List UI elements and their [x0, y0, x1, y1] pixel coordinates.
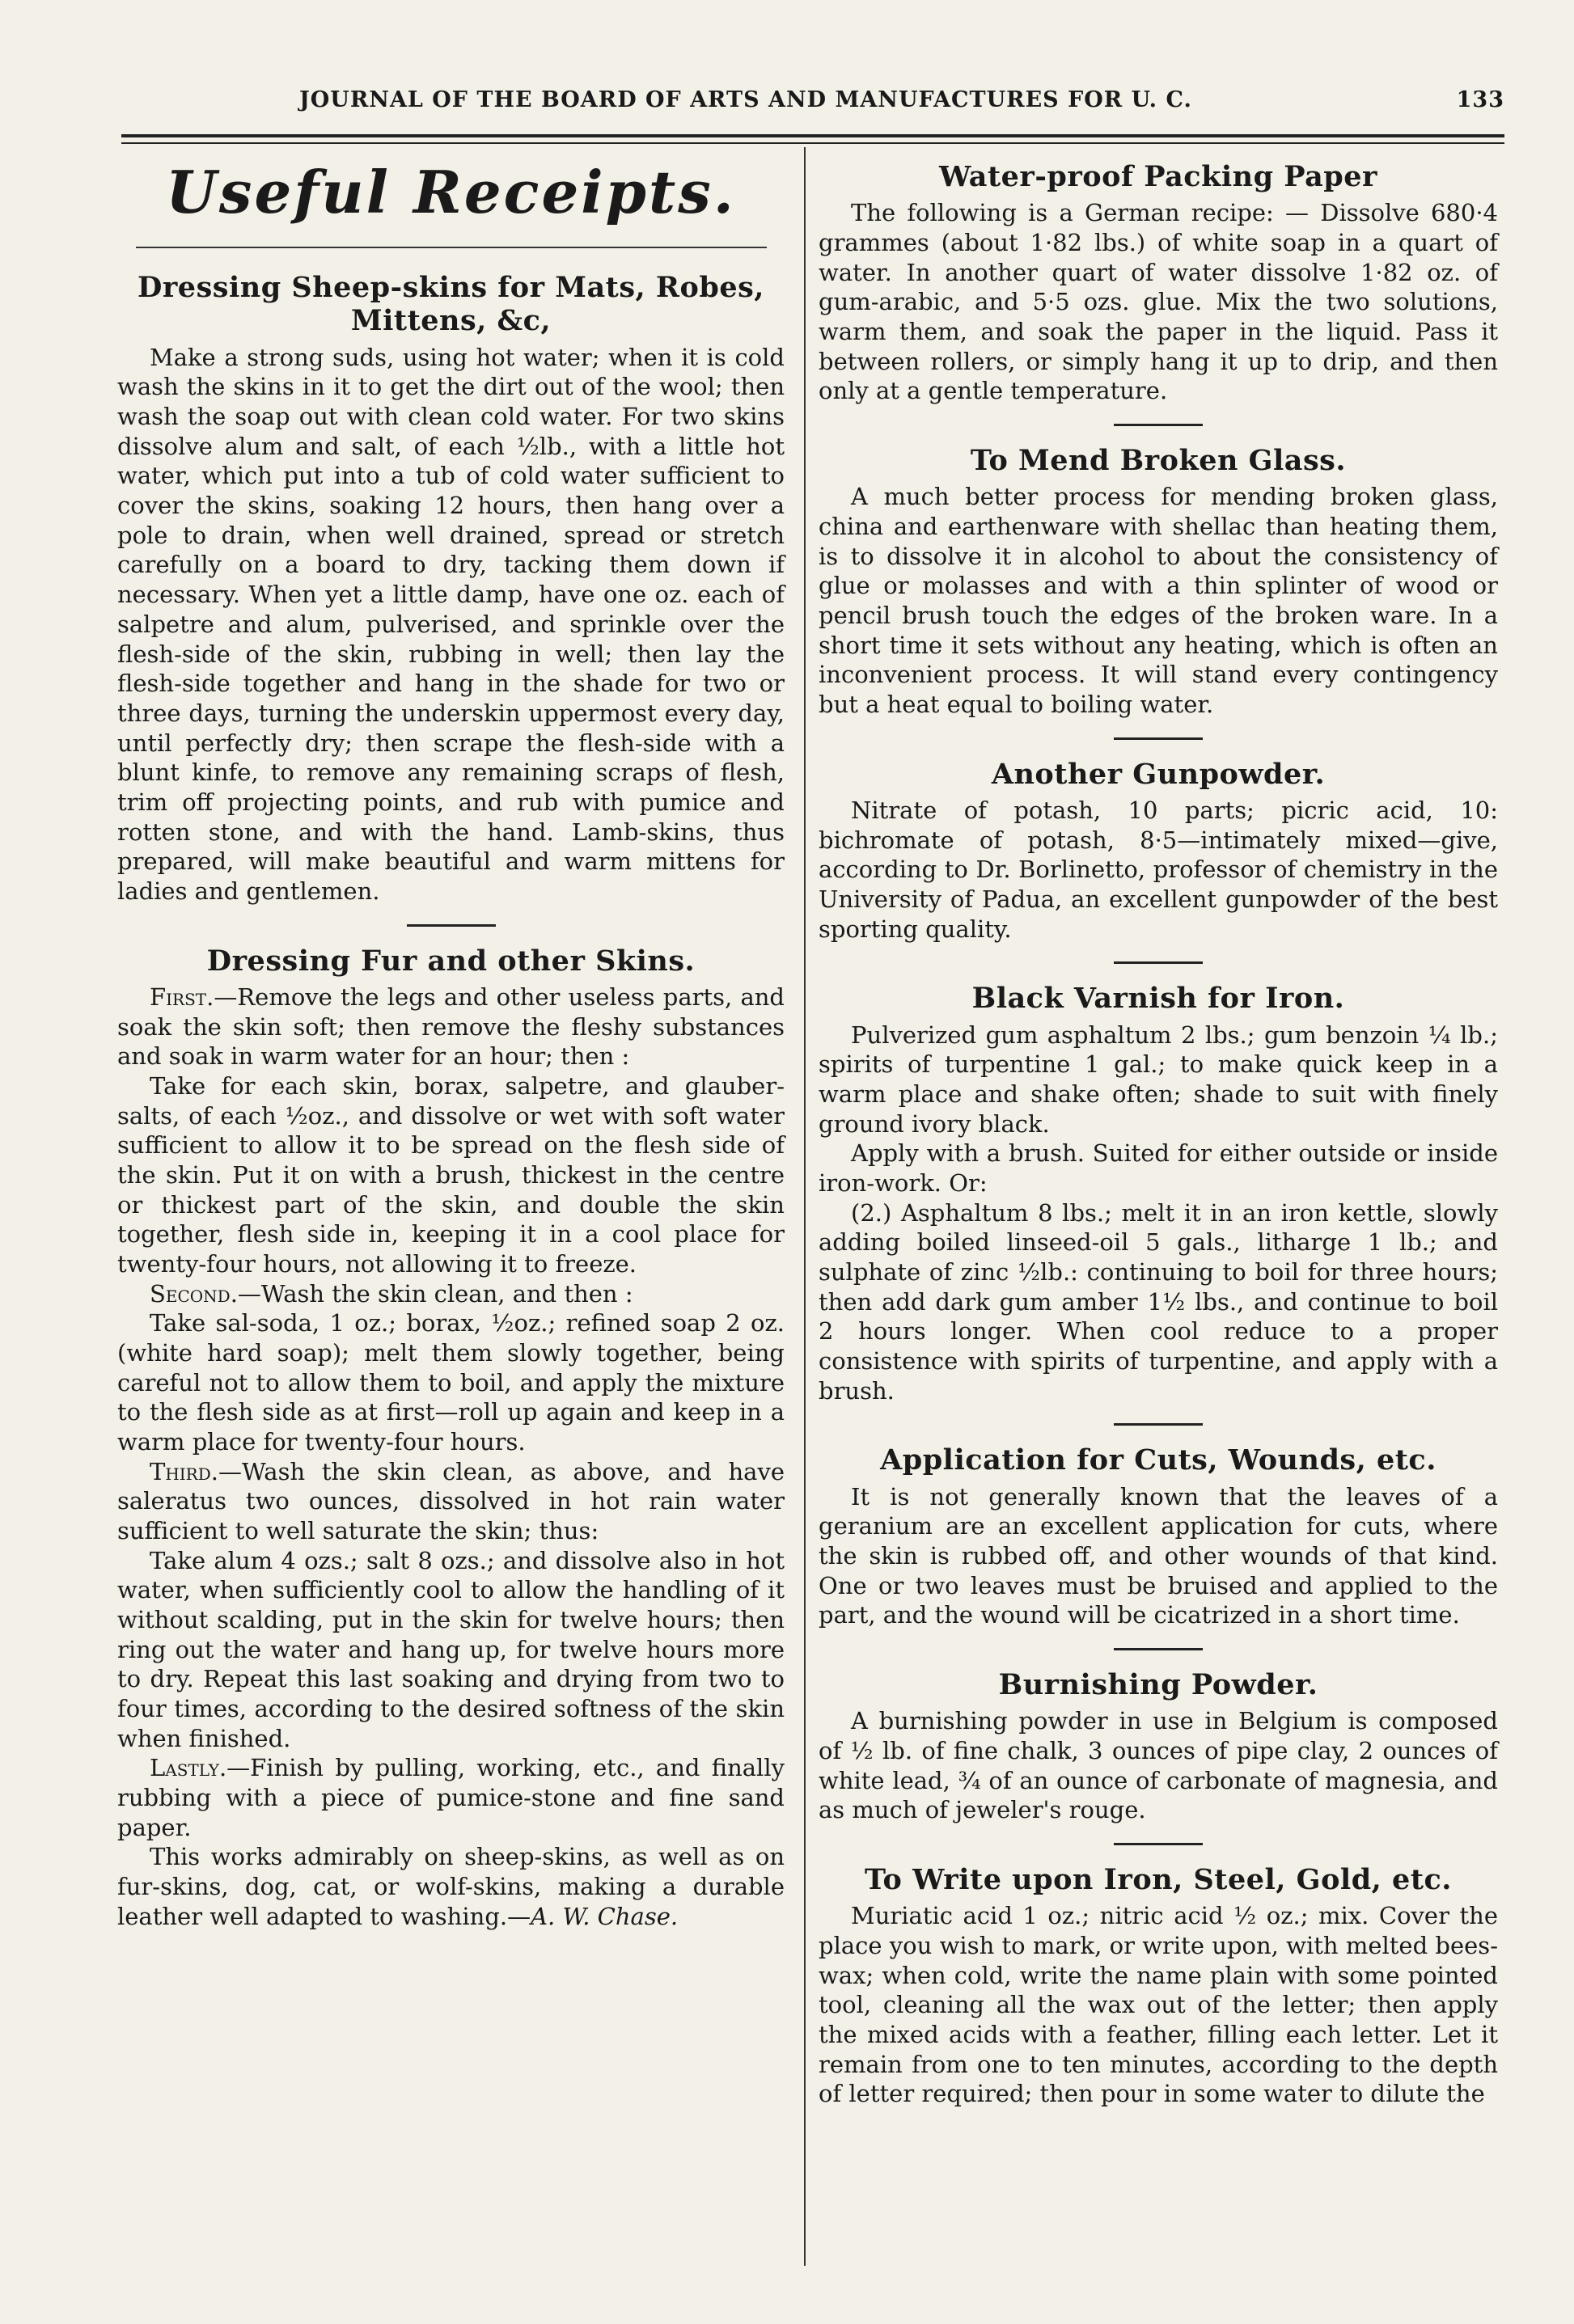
article-body-cuts-wounds: It is not generally known that the leaves of a geranium are an excellent application for cuts, where the skin is rubbed off, and other wounds of that kind. One or two leaves must be bruised and applied to the part, and the wound will be cicatrized in a short time. — [819, 1482, 1498, 1629]
header-rule-thick — [121, 134, 1504, 137]
right-column — [819, 155, 1498, 2109]
article-title-broken-glass: To Mend Broken Glass. — [970, 444, 1347, 477]
closing-text: This works admirably on sheep-skins, as well as on fur-skins, dog, cat, or wolf-skins, making a durable leather well adapted to washing.— — [117, 1843, 785, 1930]
step-text-lastly: —Finish by pulling, working, etc., and finally rubbing with a piece of pumice-stone and fine sand paper. — [117, 1754, 785, 1841]
article-separator — [407, 924, 496, 927]
paragraph-second-b: Take sal-soda, 1 oz.; borax, ½oz.; refined soap 2 oz. (white hard soap); melt them slowly together, being careful not to allow them to boil, and apply the mixture to the flesh side as at first—roll up again and keep in a warm place for twenty-four hours. — [117, 1309, 785, 1456]
article-title-sheep-skins: Dressing Sheep-skins for Mats, Robes, Mittens, &c, — [138, 271, 764, 338]
step-lead-lastly: Lastly. — [150, 1754, 227, 1782]
article-separator — [1114, 1843, 1203, 1845]
masthead-rule — [136, 247, 767, 248]
article-separator — [1114, 737, 1203, 740]
article-title-black-varnish: Black Varnish for Iron. — [971, 982, 1345, 1016]
article-body-broken-glass: A much better process for mending broken glass, china and earthenware with shellac than heating them, is to dissolve it in alcohol to about the consistency of glue or molasses and with a thin splinter of wood or pencil brush touch the edges of the broken ware. In a short time it sets without any heating, which is often an inconvenient process. It will stand every contingency but a heat equal to boiling water. — [819, 483, 1498, 718]
step-text-second: —Wash the skin clean, and then : — [237, 1279, 633, 1308]
column-divider — [804, 147, 806, 2266]
step-lead-first: First. — [150, 982, 214, 1011]
paragraph-first — [117, 982, 785, 1071]
author-signature: A. W. Chase. — [531, 1902, 679, 1930]
article-body-black-varnish-2: Apply with a brush. Suited for either outside or inside iron-work. Or: — [819, 1139, 1498, 1197]
article-title-gunpowder: Another Gunpowder. — [991, 757, 1326, 791]
article-title-burnishing-powder: Burnishing Powder. — [998, 1668, 1318, 1702]
paragraph-closing — [117, 1842, 785, 1931]
step-text-first: —Remove the legs and other useless parts, and soak the skin soft; then remove the fleshy substances and soak in warm water for an hour; then : — [117, 982, 785, 1071]
article-title-fur-skins: Dressing Fur and other Skins. — [206, 944, 696, 978]
step-lead-second: Second. — [150, 1279, 238, 1308]
paragraph-second — [117, 1279, 785, 1309]
page-number: 133 — [1456, 87, 1504, 112]
article-body-burnishing-powder: A burnishing powder in use in Belgium is composed of ½ lb. of fine chalk, 3 ounces of pipe clay, 2 ounces of white lead, ¾ of an ounce of carbonate of magnesia, and as much of jeweler's rouge. — [819, 1707, 1498, 1824]
article-body-gunpowder: Nitrate of potash, 10 parts; picric acid, 10: bichromate of potash, 8·5—intimately mixed—give, according to Dr. Borlinetto, professor of chemistry in the University of Padua, an excellent gunpowder of the best sporting quality. — [819, 796, 1498, 943]
article-title-cuts-wounds: Application for Cuts, Wounds, etc. — [880, 1443, 1436, 1477]
article-separator — [1114, 961, 1203, 964]
article-body-black-varnish-3: (2.) Asphaltum 8 lbs.; melt it in an iron kettle, slowly adding boiled linseed-oil 5 gals., litharge 1 lb.; and sulphate of zinc ½lb.: continuing to boil for three hours; then add dark gum amber 1½ lbs., and continue to boil 2 hours longer. When cool reduce to a proper consistence with spirits of turpentine, and apply with a brush. — [819, 1198, 1498, 1405]
paragraph-third-b: Take alum 4 ozs.; salt 8 ozs.; and dissolve also in hot water, when sufficiently cool to allow the handling of it without scalding, put in the skin for twelve hours; then ring out the water and hang up, for twelve hours more to dry. Repeat this last soaking and drying from two to four times, according to the desired softness of the skin when finished. — [117, 1546, 785, 1752]
article-body-waterproof-paper: The following is a German recipe: — Dissolve 680·4 grammes (about 1·82 lbs.) of white soap in a quart of water. In another quart of water dissolve 1·82 oz. of gum-arabic, and 5·5 ozs. glue. Mix the two solutions, warm them, and soak the paper in the liquid. Pass it between rollers, or simply hang it up to drip, and then only at a gentle temperature. — [819, 199, 1498, 405]
article-body-sheep-skins: Make a strong suds, using hot water; when it is cold wash the skins in it to get the dirt out of the wool; then wash the soap out with clean cold water. For two skins dissolve alum and salt, of each ½lb., with a little hot water, which put into a tub of cold water sufficient to cover the skins, soaking 12 hours, then hang over a pole to drain, when well drained, spread or stretch carefully on a board to dry, tacking them down if necessary. When yet a little damp, have one oz. each of salpetre and alum, pulverised, and sprinkle over the flesh-side of the skin, rubbing in well; then lay the flesh-side together and hang in the shade for two or three days, turning the underskin uppermost every day, until perfectly dry; then scrape the flesh-side with a blunt kinfe, to remove any remaining scraps of flesh, trim off projecting points, and rub with pumice and rotten stone, and with the hand. Lamb-skins, thus prepared, will make beautiful and warm mittens for ladies and gentlemen. — [117, 343, 785, 905]
article-body-black-varnish-1: Pulverized gum asphaltum 2 lbs.; gum benzoin ¼ lb.; spirits of turpentine 1 gal.; to make quick keep in a warm place and shake often; shade to suit with finely ground ivory black. — [819, 1020, 1498, 1138]
paragraph-first-b: Take for each skin, borax, salpetre, and glauber-salts, of each ½oz., and dissolve or wet with soft water sufficient to allow it to be spread on the flesh side of the skin. Put it on with a brush, thickest in the centre or thickest part of the skin, and double the skin together, flesh side in, keeping it in a cool place for twenty-four hours, not allowing it to freeze. — [117, 1071, 785, 1278]
article-title-waterproof-paper: Water-proof Packing Paper — [939, 160, 1377, 193]
header-rule-thin — [121, 142, 1504, 144]
left-column — [117, 155, 785, 1931]
article-separator — [1114, 1423, 1203, 1426]
step-lead-third: Third. — [150, 1457, 218, 1485]
paragraph-lastly — [117, 1753, 785, 1842]
article-separator — [1114, 1648, 1203, 1650]
paragraph-third — [117, 1457, 785, 1546]
running-header — [121, 87, 1504, 123]
journal-title: JOURNAL OF THE BOARD OF ARTS AND MANUFACTURES FOR U. C. — [299, 87, 1192, 112]
article-separator — [1114, 424, 1203, 426]
article-body-write-upon-iron: Muriatic acid 1 oz.; nitric acid ½ oz.; mix. Cover the place you wish to mark, or write upon, with melted bees-wax; when cold, write the name plain with some pointed tool, cleaning all the wax out of the letter; then apply the mixed acids with a feather, filling each letter. Let it remain from one to ten minutes, according to the depth of letter required; then pour in some water to dilute the — [819, 1902, 1498, 2108]
section-masthead: Useful Receipts. — [166, 158, 736, 226]
step-text-third: —Wash the skin clean, as above, and have saleratus two ounces, dissolved in hot rain water sufficient to well saturate the skin; thus: — [117, 1457, 785, 1544]
article-title-write-upon-iron: To Write upon Iron, Steel, Gold, etc. — [865, 1863, 1452, 1896]
